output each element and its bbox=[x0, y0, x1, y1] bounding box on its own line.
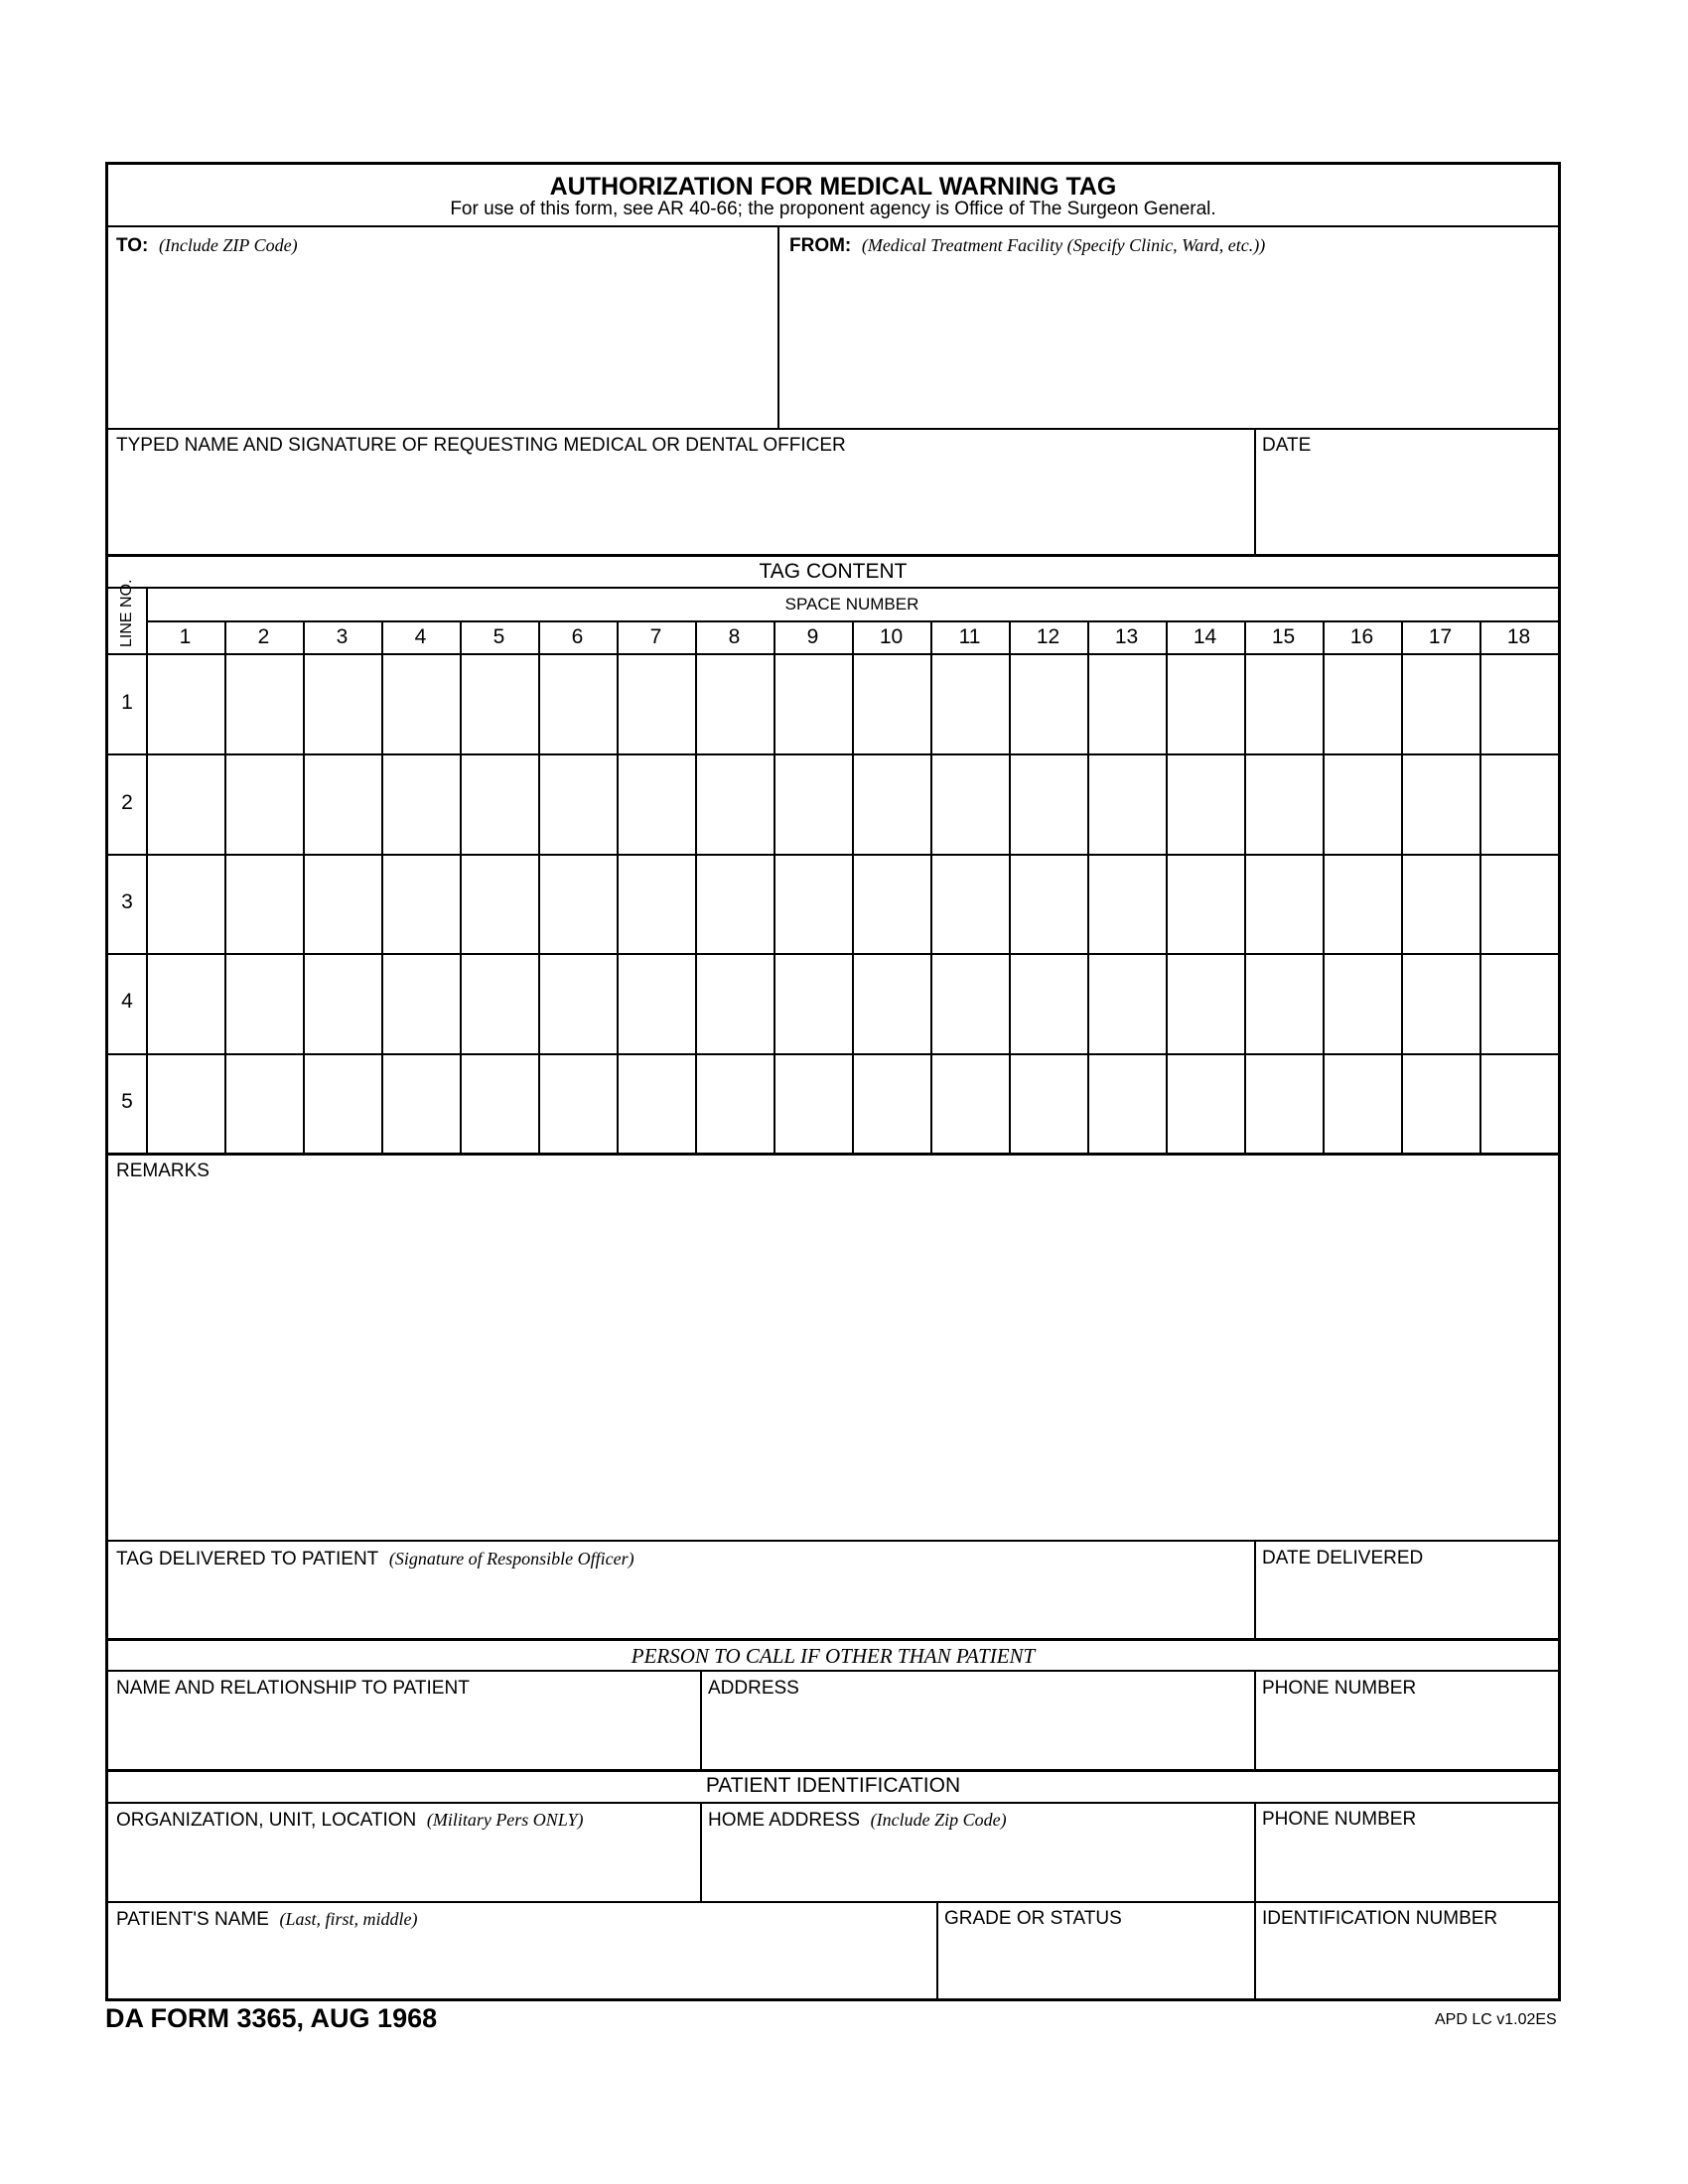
to-hint: (Include ZIP Code) bbox=[158, 235, 298, 255]
tag-cell-line-1-space-11[interactable] bbox=[932, 656, 1008, 752]
tag-cell-line-2-space-10[interactable] bbox=[854, 755, 929, 852]
space-number-col-13: 13 bbox=[1114, 625, 1139, 648]
divider bbox=[108, 1638, 1558, 1641]
tag-cell-line-4-space-13[interactable] bbox=[1089, 955, 1165, 1051]
space-number-col-15: 15 bbox=[1271, 625, 1296, 648]
contact-address-label: ADDRESS bbox=[708, 1678, 799, 1699]
space-number-col-1: 1 bbox=[179, 625, 192, 648]
tag-cell-line-5-space-3[interactable] bbox=[305, 1055, 380, 1152]
tag-cell-line-3-space-15[interactable] bbox=[1246, 856, 1322, 952]
tag-cell-line-1-space-9[interactable] bbox=[775, 656, 851, 752]
home-address-field[interactable] bbox=[702, 1804, 1254, 1900]
tag-cell-line-3-space-3[interactable] bbox=[305, 856, 380, 952]
space-number-col-6: 6 bbox=[571, 625, 584, 648]
tag-cell-line-5-space-4[interactable] bbox=[383, 1055, 459, 1152]
form-version: APD LC v1.02ES bbox=[1435, 2011, 1557, 2028]
space-number-col-18: 18 bbox=[1506, 625, 1531, 648]
tag-cell-line-1-space-4[interactable] bbox=[383, 656, 459, 752]
form-title: AUTHORIZATION FOR MEDICAL WARNING TAG bbox=[549, 173, 1117, 201]
tag-cell-line-4-space-8[interactable] bbox=[697, 955, 773, 1051]
tag-cell-line-1-space-3[interactable] bbox=[305, 656, 380, 752]
tag-cell-line-2-space-11[interactable] bbox=[932, 755, 1008, 852]
to-label: TO: bbox=[116, 235, 149, 256]
tag-cell-line-3-space-8[interactable] bbox=[697, 856, 773, 952]
delivered-hint: (Signature of Responsible Officer) bbox=[388, 1549, 634, 1569]
space-number-col-9: 9 bbox=[806, 625, 819, 648]
tag-cell-line-1-space-16[interactable] bbox=[1325, 656, 1400, 752]
tag-cell-line-4-space-6[interactable] bbox=[540, 955, 616, 1051]
org-label: ORGANIZATION, UNIT, LOCATION bbox=[116, 1810, 417, 1831]
tag-cell-line-4-space-17[interactable] bbox=[1403, 955, 1478, 1051]
tag-cell-line-5-space-6[interactable] bbox=[540, 1055, 616, 1152]
tag-cell-line-4-space-2[interactable] bbox=[226, 955, 302, 1051]
tag-cell-line-3-space-18[interactable] bbox=[1481, 856, 1557, 952]
line-number-4: 4 bbox=[121, 990, 133, 1014]
from-hint: (Medical Treatment Facility (Specify Clinic, Ward, etc.)) bbox=[861, 235, 1266, 255]
divider bbox=[108, 1769, 1558, 1772]
tag-cell-line-3-space-4[interactable] bbox=[383, 856, 459, 952]
tag-cell-line-2-space-4[interactable] bbox=[383, 755, 459, 852]
space-number-col-12: 12 bbox=[1036, 625, 1060, 648]
tag-cell-line-5-space-17[interactable] bbox=[1403, 1055, 1478, 1152]
tag-cell-line-2-space-18[interactable] bbox=[1481, 755, 1557, 852]
tag-cell-line-3-space-5[interactable] bbox=[462, 856, 537, 952]
tag-cell-line-2-space-7[interactable] bbox=[619, 755, 694, 852]
tag-cell-line-2-space-1[interactable] bbox=[148, 755, 223, 852]
grade-label: GRADE OR STATUS bbox=[944, 1908, 1122, 1929]
tag-cell-line-1-space-15[interactable] bbox=[1246, 656, 1322, 752]
officer-date-label: DATE bbox=[1262, 435, 1312, 456]
tag-cell-line-2-space-2[interactable] bbox=[226, 755, 302, 852]
tag-cell-line-5-space-9[interactable] bbox=[775, 1055, 851, 1152]
space-number-col-3: 3 bbox=[336, 625, 349, 648]
from-label: FROM: bbox=[789, 235, 852, 256]
tag-cell-line-5-space-1[interactable] bbox=[148, 1055, 223, 1152]
tag-cell-line-4-space-5[interactable] bbox=[462, 955, 537, 1051]
space-number-col-17: 17 bbox=[1428, 625, 1453, 648]
patient-name-field[interactable] bbox=[108, 1903, 936, 1998]
patient-name-label: PATIENT'S NAME bbox=[116, 1909, 269, 1930]
contact-phone-field[interactable] bbox=[1256, 1672, 1558, 1768]
tag-cell-line-2-space-8[interactable] bbox=[697, 755, 773, 852]
org-field[interactable] bbox=[108, 1804, 700, 1900]
space-number-col-11: 11 bbox=[958, 625, 981, 648]
delivered-signature-field[interactable] bbox=[108, 1542, 1254, 1637]
tag-cell-line-1-space-7[interactable] bbox=[619, 656, 694, 752]
contact-phone-label: PHONE NUMBER bbox=[1262, 1678, 1417, 1699]
form-subtitle: For use of this form, see AR 40-66; the proponent agency is Office of The Surgeon General. bbox=[450, 199, 1216, 219]
tag-cell-line-4-space-16[interactable] bbox=[1325, 955, 1400, 1051]
tag-cell-line-4-space-14[interactable] bbox=[1168, 955, 1243, 1051]
tag-cell-line-5-space-13[interactable] bbox=[1089, 1055, 1165, 1152]
person-to-call-heading: PERSON TO CALL IF OTHER THAN PATIENT bbox=[631, 1644, 1036, 1668]
tag-cell-line-3-space-16[interactable] bbox=[1325, 856, 1400, 952]
space-number-col-4: 4 bbox=[414, 625, 427, 648]
remarks-label: REMARKS bbox=[116, 1160, 210, 1181]
tag-cell-line-2-space-14[interactable] bbox=[1168, 755, 1243, 852]
home-address-label: HOME ADDRESS bbox=[708, 1810, 861, 1831]
tag-cell-line-2-space-5[interactable] bbox=[462, 755, 537, 852]
patient-name-hint: (Last, first, middle) bbox=[279, 1909, 418, 1929]
tag-content-heading: TAG CONTENT bbox=[759, 560, 908, 583]
tag-cell-line-3-space-6[interactable] bbox=[540, 856, 616, 952]
space-number-col-8: 8 bbox=[728, 625, 741, 648]
tag-cell-line-2-space-12[interactable] bbox=[1011, 755, 1086, 852]
tag-cell-line-2-space-17[interactable] bbox=[1403, 755, 1478, 852]
tag-cell-line-3-space-13[interactable] bbox=[1089, 856, 1165, 952]
tag-cell-line-5-space-16[interactable] bbox=[1325, 1055, 1400, 1152]
tag-cell-line-4-space-1[interactable] bbox=[148, 955, 223, 1051]
tag-cell-line-4-space-3[interactable] bbox=[305, 955, 380, 1051]
patient-phone-field[interactable] bbox=[1256, 1804, 1558, 1900]
contact-name-field[interactable] bbox=[108, 1672, 700, 1768]
space-number-col-16: 16 bbox=[1349, 625, 1374, 648]
tag-cell-line-3-space-10[interactable] bbox=[854, 856, 929, 952]
space-number-col-5: 5 bbox=[492, 625, 505, 648]
tag-cell-line-4-space-15[interactable] bbox=[1246, 955, 1322, 1051]
tag-cell-line-4-space-4[interactable] bbox=[383, 955, 459, 1051]
tag-cell-line-3-space-2[interactable] bbox=[226, 856, 302, 952]
tag-cell-line-1-space-2[interactable] bbox=[226, 656, 302, 752]
tag-cell-line-4-space-7[interactable] bbox=[619, 955, 694, 1051]
tag-cell-line-2-space-13[interactable] bbox=[1089, 755, 1165, 852]
tag-cell-line-4-space-12[interactable] bbox=[1011, 955, 1086, 1051]
id-number-label: IDENTIFICATION NUMBER bbox=[1262, 1908, 1498, 1929]
tag-cell-line-4-space-18[interactable] bbox=[1481, 955, 1557, 1051]
tag-cell-line-4-space-9[interactable] bbox=[775, 955, 851, 1051]
id-number-field[interactable] bbox=[1256, 1903, 1558, 1998]
tag-cell-line-3-space-11[interactable] bbox=[932, 856, 1008, 952]
tag-cell-line-5-space-15[interactable] bbox=[1246, 1055, 1322, 1152]
tag-cell-line-1-space-6[interactable] bbox=[540, 656, 616, 752]
date-delivered-field[interactable] bbox=[1256, 1542, 1558, 1637]
space-number-col-14: 14 bbox=[1193, 625, 1217, 648]
tag-cell-line-1-space-14[interactable] bbox=[1168, 656, 1243, 752]
contact-name-label: NAME AND RELATIONSHIP TO PATIENT bbox=[116, 1678, 470, 1699]
form-identifier: DA FORM 3365, AUG 1968 bbox=[105, 2003, 438, 2033]
officer-label: TYPED NAME AND SIGNATURE OF REQUESTING MEDICAL OR DENTAL OFFICER bbox=[116, 435, 846, 456]
tag-cell-line-3-space-17[interactable] bbox=[1403, 856, 1478, 952]
tag-cell-line-5-space-18[interactable] bbox=[1481, 1055, 1557, 1152]
tag-cell-line-5-space-5[interactable] bbox=[462, 1055, 537, 1152]
delivered-label: TAG DELIVERED TO PATIENT bbox=[116, 1549, 379, 1570]
line-number-3: 3 bbox=[121, 890, 133, 913]
tag-cell-line-4-space-11[interactable] bbox=[932, 955, 1008, 1051]
tag-cell-line-1-space-13[interactable] bbox=[1089, 656, 1165, 752]
tag-cell-line-1-space-1[interactable] bbox=[148, 656, 223, 752]
space-number-col-7: 7 bbox=[649, 625, 662, 648]
tag-cell-line-5-space-7[interactable] bbox=[619, 1055, 694, 1152]
tag-cell-line-1-space-17[interactable] bbox=[1403, 656, 1478, 752]
contact-address-field[interactable] bbox=[702, 1672, 1254, 1768]
tag-cell-line-1-space-10[interactable] bbox=[854, 656, 929, 752]
tag-cell-line-4-space-10[interactable] bbox=[854, 955, 929, 1051]
tag-cell-line-3-space-9[interactable] bbox=[775, 856, 851, 952]
tag-cell-line-2-space-3[interactable] bbox=[305, 755, 380, 852]
tag-cell-line-1-space-8[interactable] bbox=[697, 656, 773, 752]
tag-cell-line-1-space-12[interactable] bbox=[1011, 656, 1086, 752]
tag-cell-line-2-space-15[interactable] bbox=[1246, 755, 1322, 852]
patient-phone-label: PHONE NUMBER bbox=[1262, 1809, 1417, 1830]
tag-cell-line-3-space-1[interactable] bbox=[148, 856, 223, 952]
line-number-5: 5 bbox=[121, 1089, 133, 1113]
tag-cell-line-5-space-11[interactable] bbox=[932, 1055, 1008, 1152]
medical-warning-tag-form bbox=[105, 162, 1561, 2001]
tag-cell-line-3-space-12[interactable] bbox=[1011, 856, 1086, 952]
tag-cell-line-5-space-8[interactable] bbox=[697, 1055, 773, 1152]
patient-id-heading: PATIENT IDENTIFICATION bbox=[705, 1774, 961, 1797]
tag-cell-line-1-space-18[interactable] bbox=[1481, 656, 1557, 752]
space-number-col-2: 2 bbox=[257, 625, 270, 648]
tag-cell-line-1-space-5[interactable] bbox=[462, 656, 537, 752]
line-number-1: 1 bbox=[121, 691, 133, 715]
date-delivered-label: DATE DELIVERED bbox=[1262, 1548, 1424, 1569]
space-number-col-10: 10 bbox=[879, 625, 904, 648]
home-address-hint: (Include Zip Code) bbox=[870, 1810, 1007, 1830]
tag-cell-line-5-space-2[interactable] bbox=[226, 1055, 302, 1152]
line-no-label: LINE NO. bbox=[118, 579, 135, 647]
line-number-2: 2 bbox=[121, 790, 133, 814]
tag-cell-line-3-space-14[interactable] bbox=[1168, 856, 1243, 952]
tag-cell-line-3-space-7[interactable] bbox=[619, 856, 694, 952]
tag-cell-line-5-space-10[interactable] bbox=[854, 1055, 929, 1152]
tag-cell-line-2-space-6[interactable] bbox=[540, 755, 616, 852]
org-hint: (Military Pers ONLY) bbox=[426, 1810, 584, 1830]
tag-cell-line-5-space-14[interactable] bbox=[1168, 1055, 1243, 1152]
remarks-field[interactable] bbox=[108, 1156, 1558, 1539]
tag-cell-line-5-space-12[interactable] bbox=[1011, 1055, 1086, 1152]
grade-field[interactable] bbox=[938, 1903, 1254, 1998]
tag-cell-line-2-space-16[interactable] bbox=[1325, 755, 1400, 852]
tag-cell-line-2-space-9[interactable] bbox=[775, 755, 851, 852]
space-number-label: SPACE NUMBER bbox=[784, 595, 919, 614]
